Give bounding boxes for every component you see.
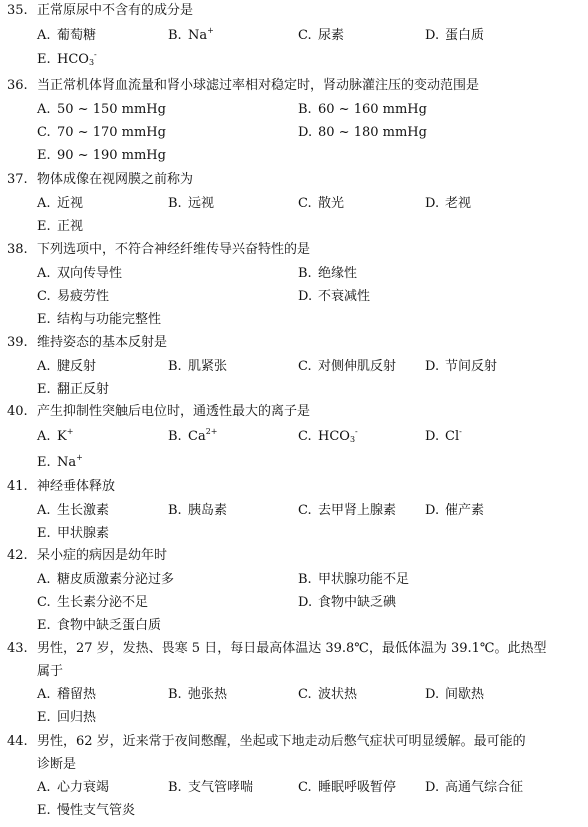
question-number: 35. xyxy=(7,3,28,18)
option-e[interactable]: E. 90 ~ 190 mmHg xyxy=(37,148,166,163)
option-b[interactable]: B. $Ca^{2+}$ xyxy=(168,427,218,444)
question-number: 40. xyxy=(7,404,28,419)
question-number: 41. xyxy=(7,479,28,494)
question-number: 44. xyxy=(7,734,28,749)
question-text: 男性，62 岁，近来常于夜间憋醒，坐起或下地走动后憋气症状可明显缓解。最可能的 xyxy=(37,734,526,749)
question-text: 神经垂体释放 xyxy=(37,479,116,494)
option-a[interactable]: A. 50 ~ 150 mmHg xyxy=(37,102,166,117)
question-text: 物体成像在视网膜之前称为 xyxy=(37,172,194,187)
option-e[interactable]: E. 正视 xyxy=(37,219,84,234)
option-c[interactable]: C. 波状热 xyxy=(298,687,358,702)
option-e[interactable]: E. 甲状腺素 xyxy=(37,526,110,541)
question-number: 42. xyxy=(7,548,28,563)
option-c[interactable]: C. 睡眠呼吸暂停 xyxy=(298,780,397,795)
question-number: 36. xyxy=(7,78,28,93)
option-a[interactable]: A. 双向传导性 xyxy=(37,266,123,281)
option-b[interactable]: B. 肌紧张 xyxy=(168,359,228,374)
question-stem-continued: 诊断是 xyxy=(37,757,77,772)
option-a[interactable]: A. 腱反射 xyxy=(37,359,97,374)
option-d[interactable]: D. 高通气综合征 xyxy=(425,780,524,795)
option-e[interactable]: E. 食物中缺乏蛋白质 xyxy=(37,618,162,633)
question-text: 维持姿态的基本反射是 xyxy=(37,335,168,350)
option-d[interactable]: D. 蛋白质 xyxy=(425,28,485,43)
question-text: 呆小症的病因是幼年时 xyxy=(37,548,168,563)
question-text: 下列选项中，不符合神经纤维传导兴奋特性的是 xyxy=(37,242,311,257)
question-stem xyxy=(7,76,479,96)
option-c[interactable]: C. 生长素分泌不足 xyxy=(37,595,149,610)
option-a[interactable]: A. 稽留热 xyxy=(37,687,97,702)
option-d[interactable]: D. 老视 xyxy=(425,196,472,211)
option-a[interactable]: A. 心力衰竭 xyxy=(37,780,110,795)
question-stem xyxy=(7,333,167,353)
option-a[interactable]: A. 葡萄糖 xyxy=(37,28,97,43)
option-e[interactable]: E. $HCO_3^-$ xyxy=(37,50,97,67)
question-number: 39. xyxy=(7,335,28,350)
option-e[interactable]: E. 结构与功能完整性 xyxy=(37,312,162,327)
option-b[interactable]: B. 远视 xyxy=(168,196,215,211)
option-a[interactable]: A. 近视 xyxy=(37,196,84,211)
question-text: 当正常机体肾血流量和肾小球滤过率相对稳定时，肾动脉灌注压的变动范围是 xyxy=(37,78,480,93)
option-b[interactable]: B. Na+ xyxy=(168,26,214,43)
option-c[interactable]: C. 尿素 xyxy=(298,28,345,43)
option-d[interactable]: D. 催产素 xyxy=(425,503,485,518)
option-e[interactable]: E. Na+ xyxy=(37,453,83,470)
option-d[interactable]: D. 食物中缺乏碘 xyxy=(298,595,397,610)
option-c[interactable]: C. 对侧伸肌反射 xyxy=(298,359,397,374)
option-a[interactable]: A. 生长激素 xyxy=(37,503,110,518)
option-d[interactable]: D. 节间反射 xyxy=(425,359,498,374)
question-stem xyxy=(7,240,310,260)
question-text: 产生抑制性突触后电位时，通透性最大的离子是 xyxy=(37,404,311,419)
option-b[interactable]: B. 甲状腺功能不足 xyxy=(298,572,410,587)
question-stem xyxy=(7,477,115,497)
question-stem xyxy=(7,546,167,566)
option-d[interactable]: D. Cl- xyxy=(425,427,462,444)
question-stem xyxy=(7,170,193,190)
question-text: 正常原尿中不含有的成分是 xyxy=(37,3,194,18)
question-stem xyxy=(7,1,193,21)
option-a[interactable]: A. K+ xyxy=(37,427,74,444)
option-c[interactable]: C. 易疲劳性 xyxy=(37,289,110,304)
option-d[interactable]: D. 80 ~ 180 mmHg xyxy=(298,125,427,140)
option-b[interactable]: B. 支气管哮喘 xyxy=(168,780,254,795)
question-stem xyxy=(7,732,526,752)
question-stem xyxy=(7,639,546,659)
option-e[interactable]: E. 回归热 xyxy=(37,710,97,725)
option-c[interactable]: C. 70 ~ 170 mmHg xyxy=(37,125,166,140)
option-d[interactable]: D. 间歇热 xyxy=(425,687,485,702)
question-stem xyxy=(7,402,310,422)
option-c[interactable]: C. 去甲肾上腺素 xyxy=(298,503,397,518)
option-c[interactable]: C. $HCO_3^-$ xyxy=(298,427,358,444)
question-number: 38. xyxy=(7,242,28,257)
option-c[interactable]: C. 散光 xyxy=(298,196,345,211)
option-a[interactable]: A. 糖皮质激素分泌过多 xyxy=(37,572,175,587)
option-e[interactable]: E. 翻正反射 xyxy=(37,382,110,397)
option-d[interactable]: D. 不衰减性 xyxy=(298,289,371,304)
option-b[interactable]: B. 60 ~ 160 mmHg xyxy=(298,102,427,117)
option-e[interactable]: E. 慢性支气管炎 xyxy=(37,803,136,818)
option-b[interactable]: B. 胰岛素 xyxy=(168,503,228,518)
question-stem-continued: 属于 xyxy=(37,664,64,679)
question-text: 男性，27 岁，发热、畏寒 5 日，每日最高体温达 39.8℃，最低体温为 39.1℃。此热型 xyxy=(37,641,547,656)
question-number: 43. xyxy=(7,641,28,656)
option-b[interactable]: B. 弛张热 xyxy=(168,687,228,702)
option-b[interactable]: B. 绝缘性 xyxy=(298,266,358,281)
question-number: 37. xyxy=(7,172,28,187)
